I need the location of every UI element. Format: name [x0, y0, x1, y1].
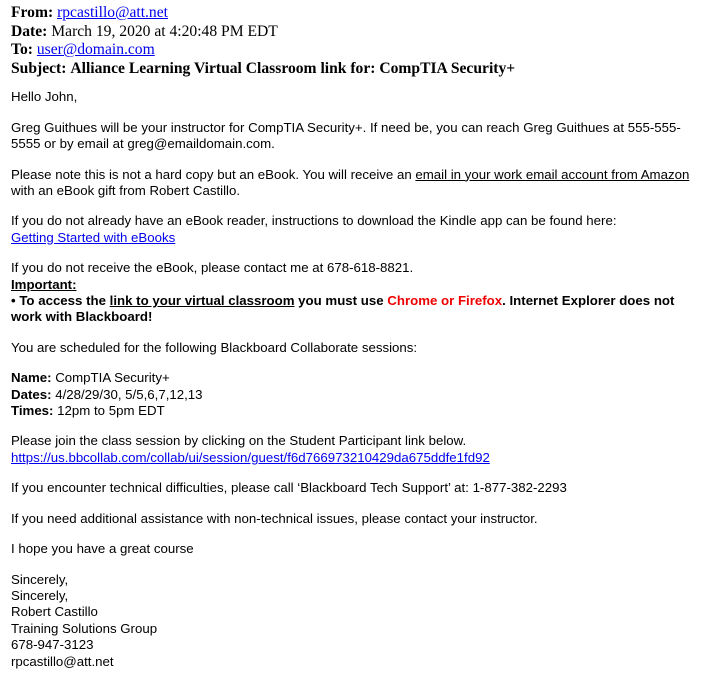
- important-text-mid: you must use: [294, 293, 388, 309]
- signature-block: [11, 572, 706, 670]
- ebook-text-end: with an eBook gift from Robert Castillo.: [11, 183, 241, 198]
- date-row: [11, 23, 706, 42]
- important-text-start: • To access the: [11, 293, 110, 309]
- signature-line: Sincerely,: [11, 587, 69, 603]
- name-value: CompTIA Security+: [51, 370, 170, 386]
- tech-support-paragraph: If you encounter technical difficulties, please call ‘Blackboard Tech Support’ at: 1-877-382-2293: [11, 480, 567, 496]
- to-email-link[interactable]: user@domain.com: [36, 41, 155, 59]
- dates-value: 4/28/29/30, 5/5,6,7,12,13: [51, 386, 203, 402]
- subject-value: Alliance Learning Virtual Classroom link for: CompTIA Security+: [70, 59, 516, 77]
- session-guest-link[interactable]: https://us.bbcollab.com/collab/ui/session/guest/f6d766973210429da675ddfe1fd92: [11, 449, 490, 465]
- email-message: [11, 4, 706, 670]
- signature-line: Sincerely,: [11, 571, 69, 587]
- reader-text: If you do not already have an eBook reader, instructions to download the Kindle app can be found here:: [11, 213, 617, 229]
- join-text: Please join the class session by clicking on the Student Participant link below.: [11, 433, 467, 449]
- signature-company: Training Solutions Group: [11, 620, 158, 636]
- to-row: [11, 41, 706, 60]
- contact-text: If you do not receive the eBook, please contact me at 678-618-8821.: [11, 260, 414, 276]
- ebook-paragraph: [11, 167, 706, 200]
- getting-started-ebooks-link[interactable]: Getting Started with eBooks: [11, 229, 176, 245]
- from-label: From:: [11, 4, 54, 21]
- instructor-paragraph: Greg Guithues will be your instructor for CompTIA Security+. If need be, you can reach Greg Guithues at 555-555-5555 or by email at greg@emaildomain.com.: [11, 119, 681, 152]
- important-paragraph: [11, 260, 706, 326]
- important-text-end: . Internet Explorer does not work with Blackboard!: [11, 293, 675, 325]
- assistance-paragraph: If you need additional assistance with non-technical issues, please contact your instructor.: [11, 510, 538, 526]
- date-label: Date:: [11, 22, 48, 40]
- to-label: To:: [11, 41, 33, 59]
- from-email-link[interactable]: rpcastillo@att.net: [57, 4, 168, 21]
- important-label: Important:: [11, 276, 77, 292]
- times-label: Times:: [11, 403, 54, 419]
- browsers-text: Chrome or Firefox: [387, 293, 503, 309]
- from-row: [11, 4, 706, 23]
- times-value: 12pm to 5pm EDT: [53, 403, 165, 419]
- date-value: March 19, 2020 at 4:20:48 PM EDT: [51, 22, 278, 40]
- subject-label: Subject:: [11, 59, 67, 77]
- name-label: Name:: [11, 370, 52, 386]
- schedule-intro: You are scheduled for the following Blackboard Collaborate sessions:: [11, 339, 418, 355]
- signature-name: Robert Castillo: [11, 604, 98, 620]
- signature-email: rpcastillo@att.net: [11, 653, 114, 669]
- dates-label: Dates:: [11, 386, 52, 402]
- subject-row: [11, 60, 706, 79]
- join-paragraph: [11, 433, 706, 466]
- virtual-classroom-link[interactable]: link to your virtual classroom: [109, 293, 295, 309]
- signature-phone: 678-947-3123: [11, 637, 94, 653]
- greeting: Hello John,: [11, 89, 78, 105]
- closing-paragraph: I hope you have a great course: [11, 541, 194, 557]
- session-details: [11, 370, 706, 419]
- email-body: [11, 89, 706, 670]
- reader-paragraph: [11, 213, 706, 246]
- amazon-email-note: email in your work email account from Amazon: [415, 166, 690, 182]
- ebook-text-start: Please note this is not a hard copy but an eBook. You will receive an: [11, 166, 416, 182]
